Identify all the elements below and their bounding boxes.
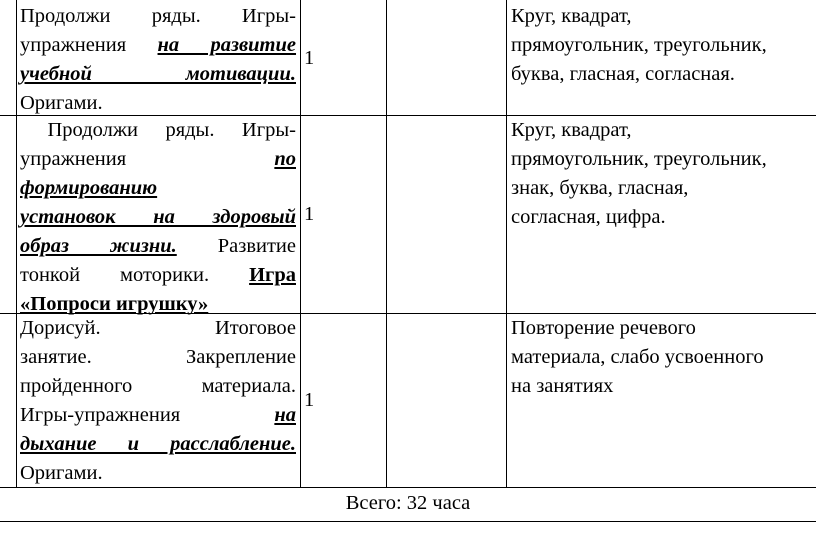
- row-1-line-2: [20, 31, 296, 60]
- row-3-hours: 1: [304, 389, 315, 411]
- row-1-hours: 1: [304, 47, 315, 69]
- row-1-topic-line-1: Круг, квадрат,: [511, 5, 632, 27]
- row-1-topics: [511, 2, 816, 89]
- column-divider-3: [506, 0, 507, 488]
- row-2-line-4: установок на здоровый: [20, 206, 296, 228]
- total-hours: Всего: 32 часа: [345, 492, 471, 514]
- column-divider-1: [300, 0, 301, 488]
- row-2-line-7: «Попроси игрушку»: [20, 293, 209, 315]
- row-3-line-4-text: Игры-упражнения: [20, 404, 181, 426]
- row-3-topics: [511, 314, 816, 401]
- row-2-line-3: формированию: [20, 177, 158, 199]
- row-3-topic-line-1: Повторение речевого: [511, 317, 696, 339]
- row-2-line-2-emphasis: по: [274, 148, 296, 170]
- row-2-topics: [511, 116, 816, 232]
- row-3-activity-cell: [20, 314, 296, 488]
- row-2-line-6-text: тонкой моторики.: [20, 264, 210, 286]
- row-2-line-5: [20, 232, 296, 261]
- row-2-line-2-text: упражнения: [20, 148, 127, 170]
- row-1-line-1: Продолжи ряды. Игры-: [20, 5, 296, 27]
- row-2-topic-line-4: согласная, цифра.: [511, 206, 666, 228]
- row-3-line-2: занятие. Закрепление: [20, 346, 296, 368]
- row-1-topic-line-3: буква, гласная, согласная.: [511, 63, 735, 85]
- row-3-line-6: Оригами.: [20, 462, 103, 484]
- row-2-activity-cell: [20, 116, 296, 319]
- total-row-bottom-border: [0, 521, 816, 522]
- row-2-topic-line-1: Круг, квадрат,: [511, 119, 632, 141]
- row-2-line-6: [20, 261, 296, 290]
- row-1-line-2-text: упражнения: [20, 34, 127, 56]
- row-1-line-3: учебной мотивации.: [20, 63, 296, 85]
- row-3-line-3: пройденного материала.: [20, 375, 296, 397]
- row-1-line-4: Оригами.: [20, 92, 103, 114]
- row-3-topic-line-2: материала, слабо усвоенного: [511, 346, 764, 368]
- row-2-line-5-text: Развитие: [217, 235, 296, 257]
- column-divider-2: [386, 0, 387, 488]
- row-1-line-2-emphasis: на развитие: [157, 34, 297, 56]
- row-3-line-1: Дорисуй. Итоговое: [20, 317, 296, 339]
- row-3-line-5: дыхание и расслабление.: [20, 433, 296, 455]
- row-3-topic-line-3: на занятиях: [511, 375, 614, 397]
- row-2-topic-line-2: прямоугольник, треугольник,: [511, 148, 767, 170]
- row-1-topic-line-2: прямоугольник, треугольник,: [511, 34, 767, 56]
- row-3-line-4-emphasis: на: [274, 404, 296, 426]
- row-2-line-5-emphasis: образ жизни.: [20, 235, 177, 257]
- row-2-line-1: Продолжи ряды. Игры-: [20, 119, 296, 141]
- row-1-activity-cell: [20, 2, 296, 118]
- row-2-topic-line-3: знак, буква, гласная,: [511, 177, 689, 199]
- row-2-line-2: [20, 145, 296, 174]
- row-3-line-4: [20, 401, 296, 430]
- row-2-line-6-emphasis: Игра: [249, 264, 296, 286]
- table-border-left: [16, 0, 17, 488]
- row-2-hours: 1: [304, 203, 315, 225]
